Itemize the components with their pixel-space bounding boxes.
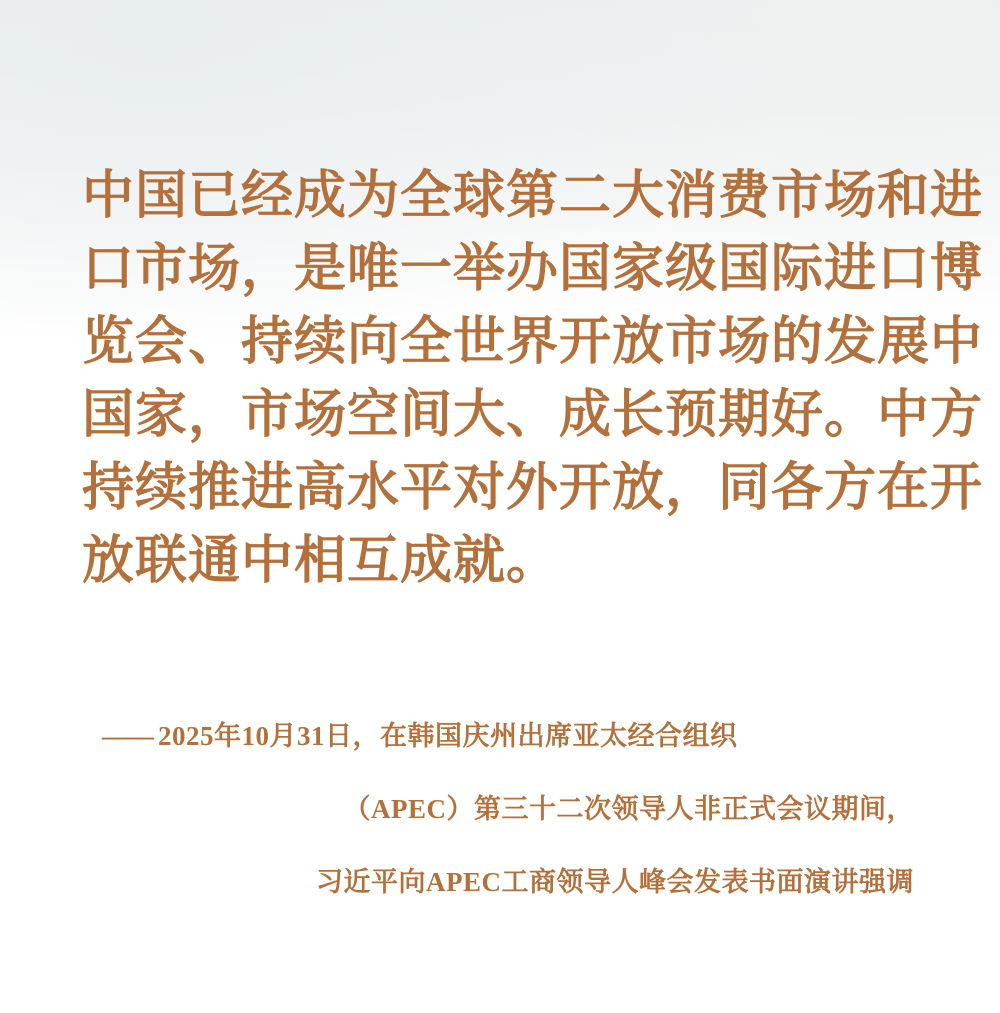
attribution-line: （APEC）第三十二次领导人非正式会议期间，	[343, 794, 914, 824]
attribution-line	[82, 700, 920, 773]
em-dash: ——	[102, 721, 152, 751]
quote-line: 国家，市场空间大、成长预期好。中方	[82, 387, 984, 444]
quote-line: 放联通中相互成就。	[82, 533, 560, 590]
attribution-line: 习近平向APEC工商领导人峰会发表书面演讲强调	[316, 867, 914, 897]
quote-text	[82, 160, 984, 598]
quote-line: 持续推进高水平对外开放，同各方在开	[82, 460, 984, 517]
attribution-line-text: 2025年10月31日，在韩国庆州出席亚太经合组织	[158, 721, 738, 751]
attribution-block	[82, 700, 920, 919]
quote-line: 口市场，是唯一举办国家级国际进口博	[82, 241, 984, 298]
quote-line: 览会、持续向全世界开放市场的发展中	[82, 314, 984, 371]
quote-line: 中国已经成为全球第二大消费市场和进	[82, 168, 984, 225]
